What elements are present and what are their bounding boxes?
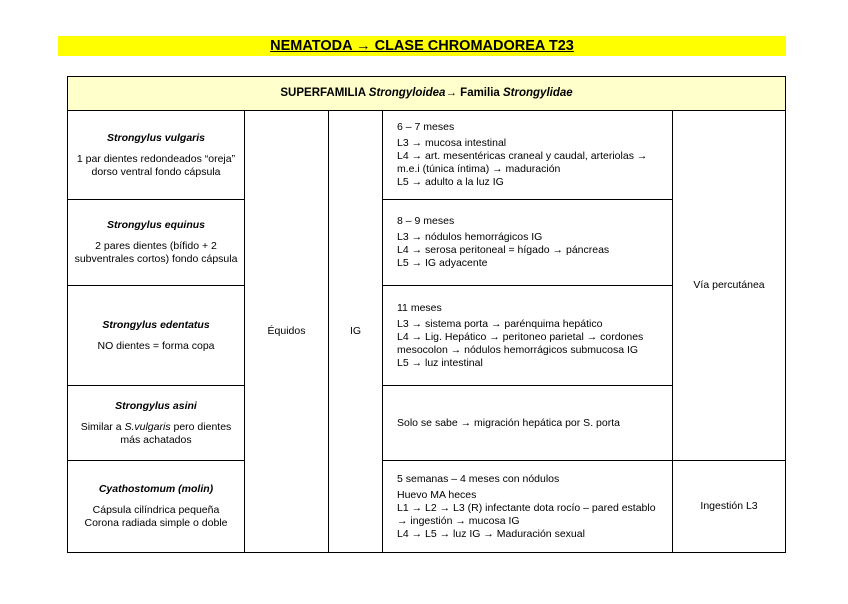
location-cell: IG: [329, 111, 383, 553]
document-title-text: NEMATODA → CLASE CHROMADOREA T23: [270, 38, 574, 54]
species-cell: [68, 200, 245, 286]
route-percutaneous-cell: Vía percutánea: [673, 111, 786, 461]
species-cell: [68, 111, 245, 200]
species-description: Cápsula cilíndrica pequeña Corona radiada simple o doble: [84, 504, 228, 529]
route-ingestion-cell: Ingestión L3: [673, 461, 786, 553]
species-cell: [68, 286, 245, 386]
species-name: Strongylus vulgaris: [106, 131, 206, 144]
species-name: Strongylus edentatus: [102, 318, 210, 331]
life-cycle-cell: 6 – 7 meses L3 → mucosa intestinal L4 → art. mesentéricas craneal y caudal, arteriolas → m.e.i (túnica íntima) → maduración L5 → adulto a la luz IG: [383, 111, 673, 200]
table-row: [68, 111, 786, 200]
species-description: 1 par dientes redondeados “oreja” dorso ventral fondo cápsula: [76, 152, 236, 178]
species-name: Cyathostomum (molin): [98, 483, 214, 495]
species-cell: [68, 386, 245, 461]
table-row: [68, 461, 786, 553]
life-cycle-cell: 5 semanas – 4 meses con nódulos Huevo MA heces L1 → L2 → L3 (R) infectante dota rocío – pared establo → ingestión → mucosa IG L4 → L5 → luz IG → Maduración sexual: [383, 461, 673, 553]
host-cell: Équidos: [245, 111, 329, 553]
species-name: Strongylus equinus: [106, 219, 205, 231]
species-description: 2 pares dientes (bífido + 2 subventrales cortos) fondo cápsula: [74, 240, 238, 265]
life-cycle-cell: Solo se sabe → migración hepática por S. porta: [383, 386, 673, 461]
life-cycle-cell: 11 meses L3 → sistema porta → parénquima hepático L4 → Lig. Hepático → peritoneo parietal → cordones mesocolon → nódulos hemorrágicos submucosa IG L5 → luz intestinal: [383, 286, 673, 386]
species-name: Strongylus asini: [115, 399, 197, 412]
life-cycle-cell: 8 – 9 meses L3 → nódulos hemorrágicos IG L4 → serosa peritoneal = hígado → páncreas L5 → IG adyacente: [383, 200, 673, 286]
species-description: Similar a S.vulgaris pero dientes más achatados: [80, 420, 232, 446]
superfamily-header: SUPERFAMILIA Strongyloidea→ Familia Strongylidae: [68, 77, 786, 111]
species-cell: [68, 461, 245, 553]
document-title: [58, 36, 786, 56]
family-name: Strongylidae: [503, 87, 573, 99]
species-description: NO dientes = forma copa: [97, 339, 215, 352]
strongylidae-table: [67, 76, 786, 553]
superfamily-name: Strongyloidea: [368, 87, 446, 99]
